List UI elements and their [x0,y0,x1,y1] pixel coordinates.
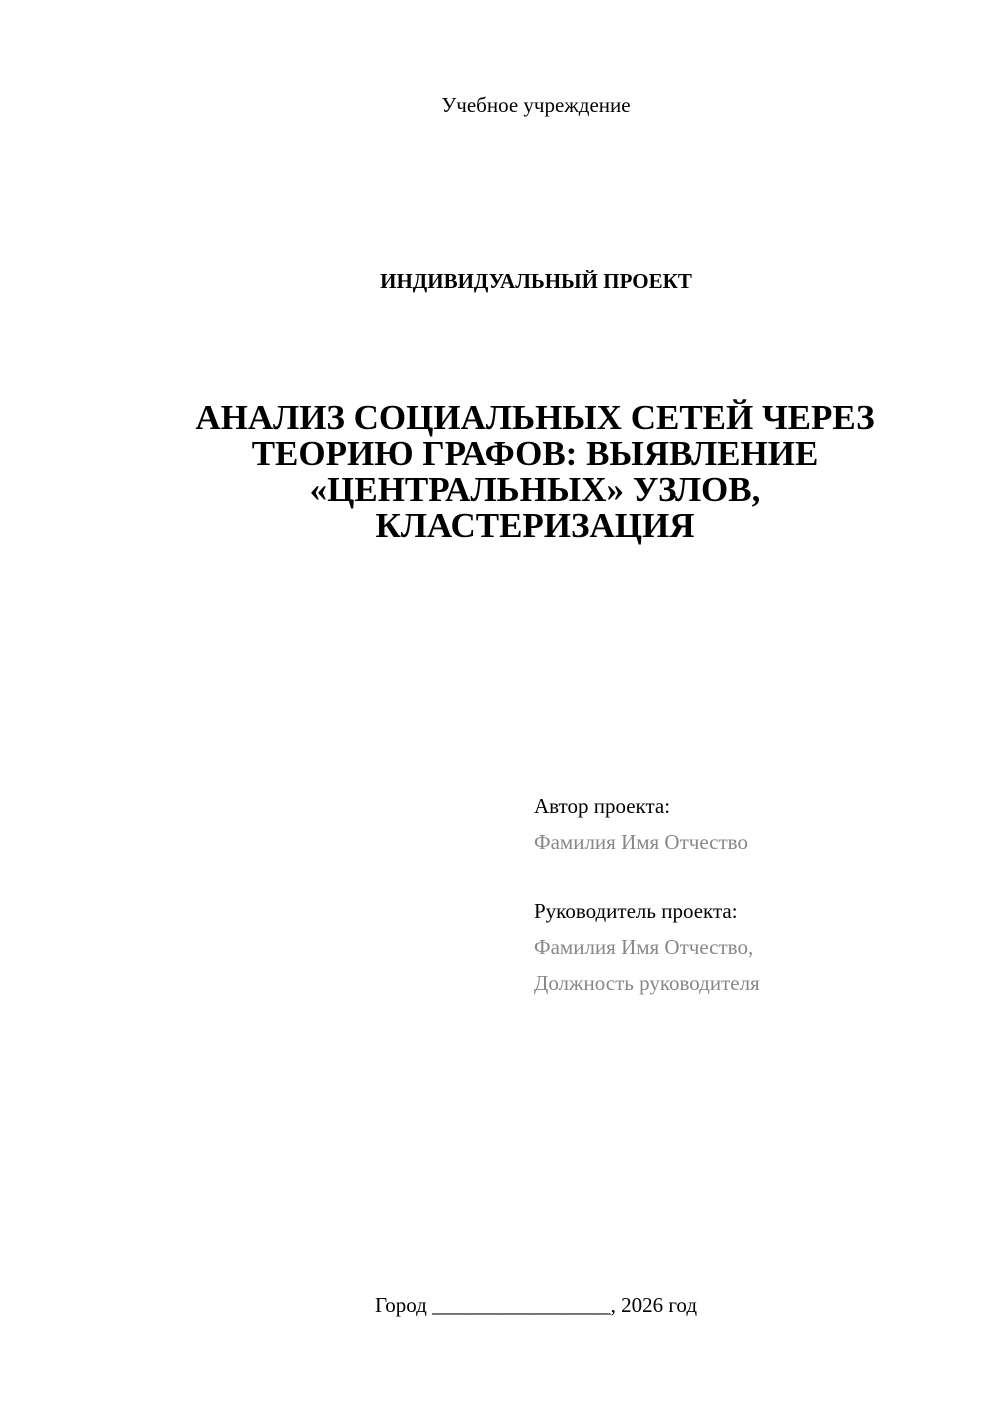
supervisor-name: Фамилия Имя Отчество, [534,935,754,959]
author-label: Автор проекта: [534,794,671,818]
project-title-line: ТЕОРИЮ ГРАФОВ: ВЫЯВЛЕНИЕ [251,434,819,473]
project-people-block [534,788,954,1001]
author-name: Фамилия Имя Отчество [534,830,748,854]
project-title [150,400,920,544]
project-type-heading: ИНДИВИДУАЛЬНЫЙ ПРОЕКТ [380,269,692,293]
supervisor-label: Руководитель проекта: [534,899,738,923]
supervisor-position: Должность руководителя [534,971,760,995]
project-title-line: КЛАСТЕРИЗАЦИЯ [375,506,695,545]
project-title-line: «ЦЕНТРАЛЬНЫХ» УЗЛОВ, [309,470,761,509]
project-title-line: АНАЛИЗ СОЦИАЛЬНЫХ СЕТЕЙ ЧЕРЕЗ [195,398,875,437]
spacer [534,860,954,893]
institution-name: Учебное учреждение [441,93,631,117]
city-year-footer: Город _________________, 2026 год [374,1293,698,1317]
